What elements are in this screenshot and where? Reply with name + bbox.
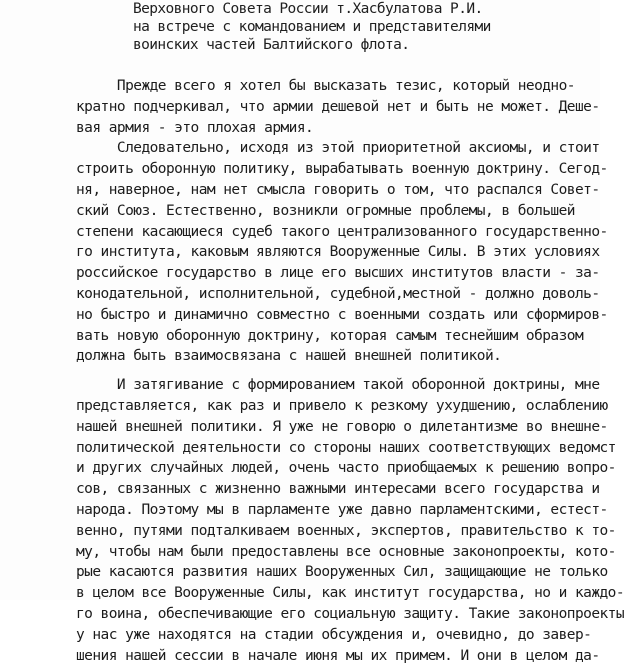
text-line: в целом все Вооруженные Силы, как институт государства, но и каждо- [76,585,624,602]
text-line: ня, наверное, нам нет смысла говорить о том, что распался Совет- [76,181,600,198]
text-line: степени касающиеся судеб такого централизованного государственно- [76,223,608,240]
text-line: му, чтобы нам были предоставлены все основные законопроекты, кото- [76,543,616,560]
text-line: народа. Поэтому мы в парламенте уже давно парламентскими, естест- [76,501,608,518]
text-line: российское государство в лице его высших институтов власти - за- [76,265,600,282]
text-line: Следовательно, исходя из этой приоритетной аксиомы, и стоит [76,140,600,157]
paragraph-1 [76,76,600,138]
text-line: ский Союз. Естественно, возникли огромные проблемы, в большей [76,202,575,219]
heading-line: Верховного Совета России т.Хасбулатова Р.И. [133,1,483,17]
heading-line: на встрече с командованием и представителями [133,19,491,35]
text-line: представляется, как раз и привело к резкому ухудшению, ослаблению [76,397,608,414]
speech-body [76,76,624,666]
text-line: у нас уже находятся на стадии обсуждения и, очевидно, до завер- [76,626,592,643]
text-line: кратно подчеркивал, что армии дешевой нет и быть не может. Деше- [76,98,600,115]
text-line: вать новую оборонную доктрину, которая самым теснейшим образом [76,327,584,344]
text-line: конодательной, исполнительной, судебной,местной - должно доволь- [76,285,600,302]
text-line: го воина, обеспечивающие его социальную защиту. Такие законопроекты [76,605,624,622]
text-line: рые касаются развития наших Вооруженных Сил, защищающие не только [76,564,608,581]
text-line: строить оборонную политику, вырабатывать военную доктрину. Сегод- [76,161,608,178]
speech-heading [133,0,573,54]
text-line: и других случайных людей, очень часто приобщаемых к решению вопро- [76,460,616,477]
text-line: шения нашей сессии в начале июня мы их примем. И они в целом да- [76,647,600,664]
text-line: политической деятельности со стороны наших соответствующих ведомст [76,439,616,456]
text-line: должна быть взаимосвязана с нашей внешней политикой. [76,348,502,365]
paragraph-gap [76,367,596,375]
text-line: вая армия - это плохая армия. [76,119,314,136]
heading-line: воинских частей Балтийского флота. [133,37,410,53]
text-line: но быстро и динамично совместно с военными создать или сформиров- [76,306,608,323]
text-line: И затягивание с формированием такой оборонной доктрины, мне [76,377,600,394]
text-line: нашей внешней политики. Я уже не говорю о дилетантизме во внешне- [76,418,608,435]
paragraph-3 [76,375,624,666]
text-line: го института, каковым являются Вооруженные Силы. В этих условиях [76,244,600,261]
text-line: Прежде всего я хотел бы высказать тезис, который неодно- [76,78,575,94]
paragraph-2 [76,138,608,367]
text-line: венно, путями подталкиваем военных, экспертов, правительство к то- [76,522,616,539]
text-line: сов, связанных с жизненно важными интересами всего государства и [76,481,600,498]
